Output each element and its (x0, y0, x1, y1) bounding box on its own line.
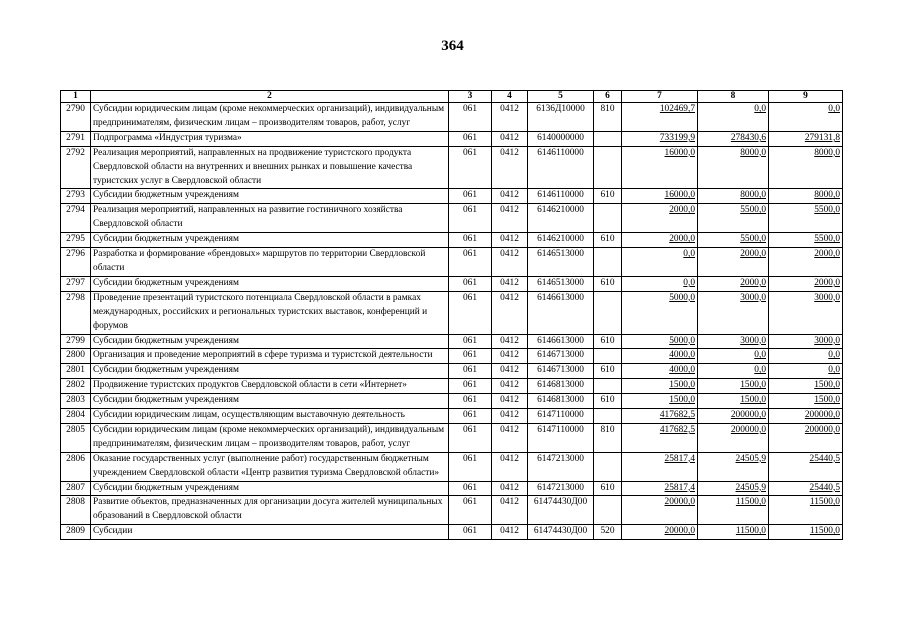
cell-value: 25817,4 (664, 453, 695, 464)
table-cell-desc: Субсидии юридическим лицам (кроме некоммерческих организаций), индивидуальным предпринимателям, физическим лицам – производителям товаров, работ, услуг (91, 423, 449, 452)
cell-value: 200000,0 (804, 424, 840, 435)
table-cell-c8 (698, 276, 769, 291)
table-cell-c4: 0412 (492, 146, 528, 189)
table-cell-c7 (622, 364, 698, 379)
cell-value: 279131,8 (804, 132, 840, 143)
table-cell-c3: 061 (449, 291, 492, 334)
cell-value: 11500,0 (735, 497, 766, 508)
table-cell-num: 2807 (61, 481, 91, 496)
cell-value: 20000,0 (664, 526, 695, 537)
table-cell-c8 (698, 452, 769, 481)
table-cell-c3: 061 (449, 204, 492, 233)
table-cell-c9 (769, 409, 843, 424)
cell-value: 11500,0 (735, 526, 766, 537)
table-cell-c3: 061 (449, 103, 492, 132)
cell-value: 5000,0 (669, 335, 695, 346)
cell-value: 200000,0 (730, 410, 766, 421)
table-cell-c3: 061 (449, 276, 492, 291)
table-cell-num: 2791 (61, 131, 91, 146)
cell-value: 24505,9 (735, 453, 766, 464)
cell-value: 0,0 (828, 104, 840, 114)
table-row (61, 496, 843, 525)
table-cell-c4: 0412 (492, 204, 528, 233)
cell-value: 3000,0 (740, 335, 766, 346)
cell-value: 1500,0 (740, 380, 766, 391)
table-cell-c6 (594, 248, 622, 277)
table-cell-c9 (769, 481, 843, 496)
cell-value: 1500,0 (669, 395, 695, 406)
table-cell-c4: 0412 (492, 103, 528, 132)
table-cell-desc: Реализация мероприятий, направленных на продвижение туристского продукта Свердловской области на внутренних и внешних рынках и повышение качества туристских услуг в Свердловской области (91, 146, 449, 189)
cell-value: 1500,0 (814, 380, 840, 391)
table-cell-c6 (594, 379, 622, 394)
table-cell-c5: 6147110000 (528, 423, 594, 452)
table-cell-c3: 061 (449, 409, 492, 424)
cell-value: 417682,5 (659, 424, 695, 435)
table-cell-c7 (622, 276, 698, 291)
table-cell-c6: 810 (594, 103, 622, 132)
table-cell-c6 (594, 146, 622, 189)
table-row (61, 131, 843, 146)
table-cell-c8 (698, 103, 769, 132)
table-cell-c5: 6147110000 (528, 409, 594, 424)
cell-value: 5500,0 (814, 234, 840, 245)
cell-value: 733199,9 (659, 132, 695, 143)
table-cell-c4: 0412 (492, 423, 528, 452)
table-cell-c8 (698, 204, 769, 233)
table-cell-c5: 6146713000 (528, 349, 594, 364)
table-row (61, 233, 843, 248)
table-cell-c8 (698, 525, 769, 540)
table-cell-c6 (594, 349, 622, 364)
table-cell-c4: 0412 (492, 364, 528, 379)
table-row (61, 334, 843, 349)
table-cell-c9 (769, 423, 843, 452)
table-cell-c9 (769, 379, 843, 394)
table-cell-c6 (594, 496, 622, 525)
table-row (61, 248, 843, 277)
cell-value: 278430,6 (730, 132, 766, 143)
table-row (61, 409, 843, 424)
table-cell-c3: 061 (449, 423, 492, 452)
table-cell-c7 (622, 204, 698, 233)
cell-value: 0,0 (754, 104, 766, 114)
table-row (61, 276, 843, 291)
table-cell-c7 (622, 409, 698, 424)
cell-value: 3000,0 (814, 335, 840, 346)
table-cell-desc: Субсидии бюджетным учреждениям (91, 276, 449, 291)
table-row (61, 189, 843, 204)
table-row (61, 349, 843, 364)
table-cell-c3: 061 (449, 248, 492, 277)
col-header: 2 (91, 91, 449, 103)
table-cell-c3: 061 (449, 379, 492, 394)
table-cell-num: 2797 (61, 276, 91, 291)
table-cell-c5: 61474430Д00 (528, 525, 594, 540)
table-cell-c3: 061 (449, 481, 492, 496)
table-row (61, 204, 843, 233)
table-cell-c4: 0412 (492, 233, 528, 248)
cell-value: 4000,0 (669, 365, 695, 376)
table-cell-num: 2800 (61, 349, 91, 364)
cell-value: 0,0 (683, 277, 695, 288)
table-cell-c5: 6146210000 (528, 233, 594, 248)
table-cell-c7 (622, 525, 698, 540)
cell-value: 16000,0 (664, 147, 695, 158)
table-cell-c6: 610 (594, 364, 622, 379)
table-cell-c4: 0412 (492, 394, 528, 409)
cell-value: 0,0 (828, 365, 840, 376)
table-cell-desc: Разработка и формирование «брендовых» маршрутов по территории Свердловской области (91, 248, 449, 277)
cell-value: 1500,0 (814, 395, 840, 406)
cell-value: 8000,0 (740, 147, 766, 158)
table-cell-c9 (769, 291, 843, 334)
table-cell-c7 (622, 248, 698, 277)
table-cell-c9 (769, 496, 843, 525)
table-cell-c7 (622, 481, 698, 496)
table-cell-desc: Субсидии бюджетным учреждениям (91, 334, 449, 349)
col-header: 6 (594, 91, 622, 103)
table-cell-num: 2796 (61, 248, 91, 277)
table-cell-c3: 061 (449, 525, 492, 540)
col-header: 5 (528, 91, 594, 103)
table-cell-c8 (698, 291, 769, 334)
cell-value: 200000,0 (804, 410, 840, 421)
table-cell-c4: 0412 (492, 496, 528, 525)
table-row (61, 379, 843, 394)
cell-value: 0,0 (828, 350, 840, 361)
table-cell-c4: 0412 (492, 131, 528, 146)
table-cell-c5: 6146210000 (528, 204, 594, 233)
table-cell-c8 (698, 233, 769, 248)
table-cell-c9 (769, 349, 843, 364)
table-row (61, 364, 843, 379)
table-cell-c3: 061 (449, 452, 492, 481)
table-cell-c3: 061 (449, 233, 492, 248)
table-cell-c8 (698, 349, 769, 364)
table-cell-c4: 0412 (492, 291, 528, 334)
table-cell-c4: 0412 (492, 276, 528, 291)
table-cell-num: 2798 (61, 291, 91, 334)
table-cell-c9 (769, 248, 843, 277)
cell-value: 417682,5 (659, 410, 695, 421)
cell-value: 20000,0 (664, 497, 695, 508)
table-cell-desc: Субсидии бюджетным учреждениям (91, 481, 449, 496)
table-cell-c6 (594, 291, 622, 334)
table-cell-c5: 6146613000 (528, 334, 594, 349)
cell-value: 8000,0 (814, 190, 840, 201)
cell-value: 5500,0 (740, 205, 766, 216)
table-cell-c5: 6146110000 (528, 146, 594, 189)
cell-value: 0,0 (683, 249, 695, 260)
table-cell-desc: Субсидии бюджетным учреждениям (91, 394, 449, 409)
table-cell-c9 (769, 146, 843, 189)
table-cell-c4: 0412 (492, 379, 528, 394)
table-cell-c5: 6146513000 (528, 248, 594, 277)
table-cell-desc: Оказание государственных услуг (выполнение работ) государственным бюджетным учреждением Свердловской области «Центр развития туризма Свердловской области» (91, 452, 449, 481)
cell-value: 5000,0 (669, 292, 695, 303)
table-cell-num: 2806 (61, 452, 91, 481)
table-cell-c5: 6146513000 (528, 276, 594, 291)
table-row (61, 525, 843, 540)
cell-value: 200000,0 (730, 424, 766, 435)
cell-value: 102469,7 (659, 104, 695, 114)
table-cell-c7 (622, 291, 698, 334)
table-cell-num: 2793 (61, 189, 91, 204)
table-row (61, 423, 843, 452)
table-cell-num: 2794 (61, 204, 91, 233)
table-cell-c8 (698, 423, 769, 452)
table-cell-c3: 061 (449, 146, 492, 189)
table-cell-c9 (769, 276, 843, 291)
table-cell-desc: Развитие объектов, предназначенных для организации досуга жителей муниципальных образований в Свердловской области (91, 496, 449, 525)
table-cell-c8 (698, 189, 769, 204)
cell-value: 11500,0 (809, 497, 840, 508)
table-cell-c5: 6146613000 (528, 291, 594, 334)
table-cell-desc: Продвижение туристских продуктов Свердловской области в сети «Интернет» (91, 379, 449, 394)
table-cell-c7 (622, 103, 698, 132)
table-cell-c5: 61474430Д00 (528, 496, 594, 525)
table-cell-c4: 0412 (492, 349, 528, 364)
table-cell-c6: 520 (594, 525, 622, 540)
table-cell-c5: 6140000000 (528, 131, 594, 146)
table-cell-desc: Реализация мероприятий, направленных на развитие гостиничного хозяйства Свердловской области (91, 204, 449, 233)
cell-value: 25817,4 (664, 482, 695, 493)
table-cell-c8 (698, 379, 769, 394)
table-cell-c9 (769, 233, 843, 248)
table-cell-desc: Субсидии юридическим лицам (кроме некоммерческих организаций), индивидуальным предпринимателям, физическим лицам – производителям товаров, работ, услуг (91, 103, 449, 132)
table-cell-c7 (622, 423, 698, 452)
table-cell-c5: 6146813000 (528, 379, 594, 394)
col-header: 4 (492, 91, 528, 103)
table-cell-c8 (698, 146, 769, 189)
cell-value: 25440,5 (809, 482, 840, 493)
table-cell-desc: Субсидии бюджетным учреждениям (91, 233, 449, 248)
table-cell-c7 (622, 334, 698, 349)
table-cell-num: 2804 (61, 409, 91, 424)
table-cell-c3: 061 (449, 394, 492, 409)
cell-value: 2000,0 (814, 249, 840, 260)
table-cell-c4: 0412 (492, 452, 528, 481)
table-cell-c7 (622, 496, 698, 525)
cell-value: 8000,0 (814, 147, 840, 158)
table-cell-c6: 610 (594, 334, 622, 349)
table-cell-c4: 0412 (492, 248, 528, 277)
table-cell-num: 2802 (61, 379, 91, 394)
table-cell-c8 (698, 496, 769, 525)
table-cell-num: 2801 (61, 364, 91, 379)
table-cell-c7 (622, 394, 698, 409)
cell-value: 5500,0 (740, 234, 766, 245)
table-cell-desc: Проведение презентаций туристского потенциала Свердловской области в рамках международных, российских и региональных туристских выставок, конференций и форумов (91, 291, 449, 334)
table-cell-c6: 610 (594, 481, 622, 496)
table-cell-c8 (698, 364, 769, 379)
table-cell-c3: 061 (449, 496, 492, 525)
table-cell-c8 (698, 248, 769, 277)
cell-value: 2000,0 (740, 249, 766, 260)
table-cell-num: 2799 (61, 334, 91, 349)
page-number: 364 (441, 38, 464, 54)
table-cell-desc: Подпрограмма «Индустрия туризма» (91, 131, 449, 146)
table-cell-c7 (622, 379, 698, 394)
table-cell-c6 (594, 409, 622, 424)
table-cell-c9 (769, 204, 843, 233)
table-cell-c7 (622, 233, 698, 248)
cell-value: 8000,0 (740, 190, 766, 201)
table-cell-c5: 6146813000 (528, 394, 594, 409)
table-cell-c5: 6146110000 (528, 189, 594, 204)
table-cell-c7 (622, 189, 698, 204)
table-row (61, 291, 843, 334)
table-cell-num: 2808 (61, 496, 91, 525)
cell-value: 1500,0 (740, 395, 766, 406)
table-cell-c6: 810 (594, 423, 622, 452)
table-cell-c6 (594, 131, 622, 146)
cell-value: 11500,0 (809, 526, 840, 537)
table-cell-c5: 6146713000 (528, 364, 594, 379)
table-row (61, 481, 843, 496)
table-cell-desc: Субсидии юридическим лицам, осуществляющим выставочную деятельность (91, 409, 449, 424)
cell-value: 3000,0 (814, 292, 840, 303)
table-cell-c9 (769, 189, 843, 204)
table-cell-c8 (698, 131, 769, 146)
table-cell-c6: 610 (594, 189, 622, 204)
table-cell-c7 (622, 349, 698, 364)
cell-value: 2000,0 (669, 234, 695, 245)
table-cell-c7 (622, 146, 698, 189)
table-cell-c6: 610 (594, 233, 622, 248)
table-cell-c4: 0412 (492, 481, 528, 496)
table-cell-c4: 0412 (492, 334, 528, 349)
cell-value: 3000,0 (740, 292, 766, 303)
table-cell-num: 2803 (61, 394, 91, 409)
table-cell-c3: 061 (449, 349, 492, 364)
table-cell-c3: 061 (449, 364, 492, 379)
table-cell-c9 (769, 452, 843, 481)
col-header: 8 (698, 91, 769, 103)
table-cell-c9 (769, 525, 843, 540)
table-cell-c3: 061 (449, 189, 492, 204)
col-header: 1 (61, 91, 91, 103)
table-cell-c7 (622, 131, 698, 146)
cell-value: 4000,0 (669, 350, 695, 361)
header-row (61, 91, 843, 103)
table-cell-c7 (622, 452, 698, 481)
table-cell-c5: 6147213000 (528, 481, 594, 496)
table-row (61, 394, 843, 409)
table-cell-c5: 6147213000 (528, 452, 594, 481)
cell-value: 2000,0 (814, 277, 840, 288)
cell-value: 1500,0 (669, 380, 695, 391)
table-cell-c8 (698, 409, 769, 424)
col-header: 7 (622, 91, 698, 103)
cell-value: 25440,5 (809, 453, 840, 464)
table-cell-desc: Субсидии бюджетным учреждениям (91, 189, 449, 204)
col-header: 9 (769, 91, 843, 103)
cell-value: 5500,0 (814, 205, 840, 216)
table-cell-num: 2790 (61, 103, 91, 132)
table-row (61, 146, 843, 189)
table-cell-c9 (769, 364, 843, 379)
table-cell-c3: 061 (449, 131, 492, 146)
table-cell-c9 (769, 334, 843, 349)
table-cell-c6 (594, 204, 622, 233)
table-cell-c9 (769, 131, 843, 146)
table-cell-c9 (769, 394, 843, 409)
table-row (61, 452, 843, 481)
cell-value: 0,0 (754, 365, 766, 376)
table-cell-num: 2805 (61, 423, 91, 452)
table-cell-c4: 0412 (492, 409, 528, 424)
table-cell-c8 (698, 394, 769, 409)
table-cell-c4: 0412 (492, 525, 528, 540)
table-cell-c6: 610 (594, 394, 622, 409)
table-cell-c8 (698, 481, 769, 496)
table-cell-num: 2792 (61, 146, 91, 189)
col-header: 3 (449, 91, 492, 103)
table-cell-c8 (698, 334, 769, 349)
table-cell-desc: Субсидии (91, 525, 449, 540)
table-cell-desc: Субсидии бюджетным учреждениям (91, 364, 449, 379)
table-cell-c3: 061 (449, 334, 492, 349)
cell-value: 16000,0 (664, 190, 695, 201)
table-cell-c6 (594, 452, 622, 481)
cell-value: 24505,9 (735, 482, 766, 493)
cell-value: 2000,0 (740, 277, 766, 288)
cell-value: 0,0 (754, 350, 766, 361)
table-cell-c9 (769, 103, 843, 132)
table-row (61, 103, 843, 132)
table-cell-c4: 0412 (492, 189, 528, 204)
table-cell-desc: Организация и проведение мероприятий в сфере туризма и туристской деятельности (91, 349, 449, 364)
table-cell-num: 2795 (61, 233, 91, 248)
table-cell-c5: 6136Д10000 (528, 103, 594, 132)
table-cell-num: 2809 (61, 525, 91, 540)
budget-table (60, 90, 843, 540)
table-cell-c6: 610 (594, 276, 622, 291)
cell-value: 2000,0 (669, 205, 695, 216)
